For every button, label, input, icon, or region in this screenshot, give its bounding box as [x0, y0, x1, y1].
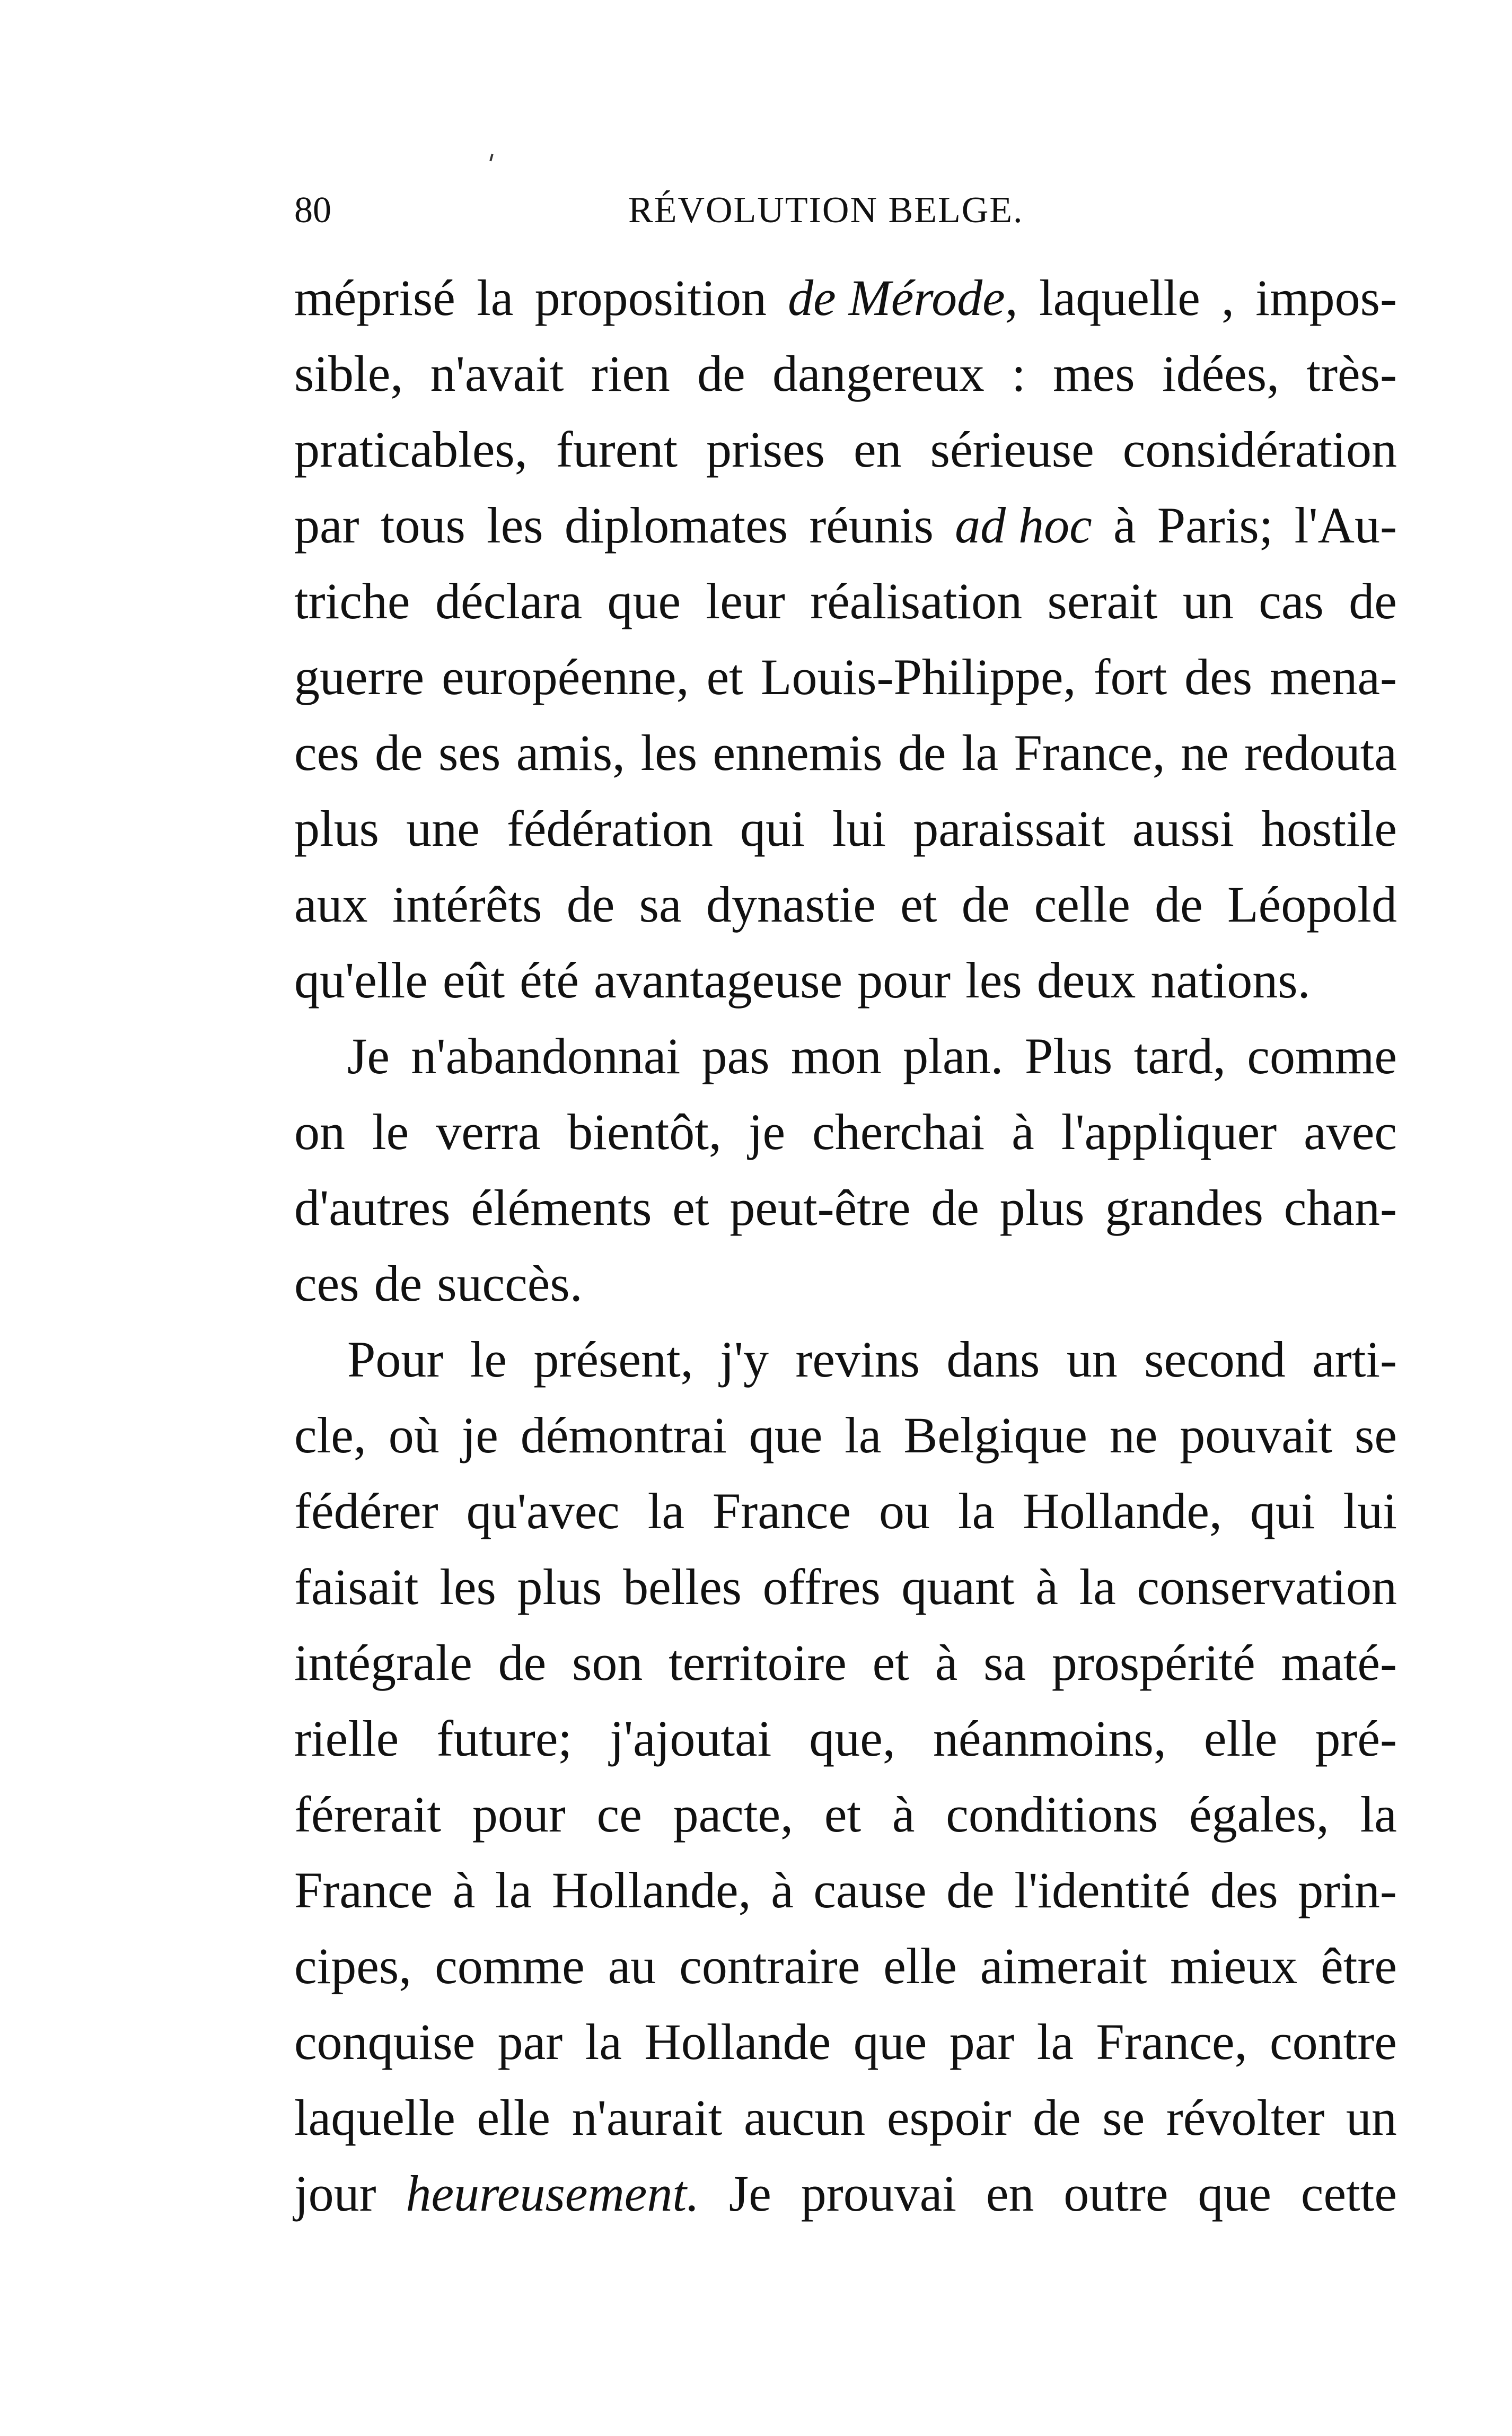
text-line: [294, 563, 1397, 639]
word: sérieuse: [930, 421, 1094, 478]
word: Hollande: [644, 2013, 831, 2070]
word: nations.: [1150, 952, 1311, 1009]
word: cipes,: [294, 1938, 412, 1994]
word: j'ajoutai: [610, 1710, 772, 1767]
word: chan-: [1284, 1179, 1397, 1236]
word: de: [566, 876, 615, 933]
word: qui: [740, 800, 805, 857]
word: Pour: [347, 1331, 444, 1388]
word: Paris;: [1157, 497, 1273, 554]
word: être: [1321, 1938, 1397, 1994]
word: et: [872, 1634, 909, 1691]
word: territoire: [669, 1634, 847, 1691]
word: redouta: [1244, 724, 1397, 781]
body-text: [294, 260, 1397, 2231]
word: au: [608, 1938, 656, 1994]
word: amis,: [516, 724, 626, 781]
word: ne: [1181, 724, 1229, 781]
word: la: [647, 1483, 684, 1539]
text-line: [294, 1397, 1397, 1473]
word: plus: [999, 1179, 1085, 1236]
word: de: [1033, 2089, 1081, 2146]
text-line: [294, 1701, 1397, 1776]
word: bientôt,: [567, 1103, 722, 1160]
word: sa: [983, 1634, 1026, 1691]
word: et: [672, 1179, 709, 1236]
word: Je: [347, 1028, 390, 1084]
word: se: [1355, 1407, 1397, 1464]
word: intégrale: [294, 1634, 472, 1691]
word: France,: [1014, 724, 1165, 781]
word: de: [931, 1179, 979, 1236]
word: révolter: [1166, 2089, 1325, 2146]
word: Hollande,: [1023, 1483, 1223, 1539]
word: rielle: [294, 1710, 399, 1767]
running-title: RÉVOLUTION BELGE.: [628, 190, 1024, 231]
text-line: [294, 1473, 1397, 1549]
word: hostile: [1261, 800, 1397, 857]
word: un: [1346, 2089, 1397, 2146]
word: de: [498, 1634, 547, 1691]
word: laquelle: [1039, 269, 1200, 326]
word: je: [748, 1103, 786, 1160]
word: triche: [294, 573, 410, 629]
word: éléments: [471, 1179, 652, 1236]
page-number: 80: [294, 190, 331, 231]
word: ses: [438, 724, 501, 781]
text-line: [294, 942, 1397, 1018]
word: je: [461, 1407, 498, 1464]
text-line: [294, 1928, 1397, 2004]
word: présent,: [533, 1331, 693, 1388]
word: que,: [809, 1710, 895, 1767]
word: Belgique: [903, 1407, 1087, 1464]
word: jour: [294, 2165, 376, 2222]
word: la: [477, 269, 514, 326]
word: que: [1198, 2165, 1271, 2222]
word: deux: [1036, 952, 1136, 1009]
word: proposition: [534, 269, 767, 326]
italic-word: de Mérode,: [788, 269, 1018, 326]
word: réunis: [809, 497, 934, 554]
word: et: [824, 1786, 862, 1843]
word: pour: [857, 952, 951, 1009]
word: offres: [762, 1558, 881, 1615]
word: pouvait: [1180, 1407, 1333, 1464]
word: à: [1113, 497, 1136, 554]
word: leur: [706, 573, 785, 629]
word: cas: [1259, 573, 1324, 629]
word: faisait: [294, 1558, 419, 1615]
word: des: [1184, 649, 1253, 705]
word: dangereux: [772, 345, 984, 402]
word: France,: [1096, 2013, 1247, 2070]
word: France: [712, 1483, 851, 1539]
word: Plus: [1024, 1028, 1113, 1084]
word: considération: [1122, 421, 1397, 478]
word: ou: [879, 1483, 930, 1539]
word: de: [1155, 876, 1203, 933]
word: un: [1182, 573, 1234, 629]
word: de: [697, 345, 745, 402]
word: pacte,: [673, 1786, 794, 1843]
word: tard,: [1133, 1028, 1226, 1084]
word: arti-: [1312, 1331, 1397, 1388]
text-line: [294, 715, 1397, 791]
word: en: [986, 2165, 1034, 2222]
word: laquelle: [294, 2089, 455, 2146]
word: fédérer: [294, 1483, 438, 1539]
word: de: [374, 724, 423, 781]
word: la: [961, 724, 999, 781]
word: elle: [1203, 1710, 1278, 1767]
word: lui: [832, 800, 886, 857]
word: mes: [1053, 345, 1135, 402]
word: plan.: [903, 1028, 1004, 1084]
word: Louis-Philippe,: [760, 649, 1076, 705]
word: verra: [436, 1103, 541, 1160]
word: ce: [596, 1786, 642, 1843]
ink-speck: [489, 154, 493, 162]
text-line: [294, 260, 1397, 336]
word: intérêts: [392, 876, 542, 933]
word: se: [1102, 2089, 1145, 2146]
word: maté-: [1281, 1634, 1397, 1691]
word: sible,: [294, 345, 403, 402]
word: paraissait: [913, 800, 1105, 857]
word: Léopold: [1227, 876, 1397, 933]
word: les: [965, 952, 1022, 1009]
word: européenne,: [442, 649, 689, 705]
text-line: [294, 2080, 1397, 2155]
word: le: [470, 1331, 507, 1388]
word: furent: [556, 421, 678, 478]
word: avantageuse: [594, 952, 843, 1009]
text-line: [294, 1246, 1397, 1321]
word: prospérité: [1051, 1634, 1255, 1691]
text-line: [294, 866, 1397, 942]
word: les: [487, 497, 543, 554]
word: dynastie: [706, 876, 876, 933]
word: comme: [1247, 1028, 1397, 1084]
word: à: [892, 1786, 915, 1843]
word: de: [898, 724, 946, 781]
word: par: [497, 2013, 563, 2070]
word: et: [900, 876, 937, 933]
word: d'autres: [294, 1179, 451, 1236]
word: pas: [701, 1028, 770, 1084]
word: de: [961, 876, 1010, 933]
word: espoir: [886, 2089, 1012, 2146]
word: et: [706, 649, 743, 705]
text-line: [294, 1625, 1397, 1701]
word: prin-: [1298, 1862, 1397, 1918]
word: n'aurait: [572, 2089, 723, 2146]
text-line: [294, 791, 1397, 866]
word: j'y: [720, 1331, 769, 1388]
word: où: [388, 1407, 439, 1464]
word: la: [845, 1407, 882, 1464]
word: la: [1079, 1558, 1116, 1615]
word: serait: [1047, 573, 1158, 629]
word: néanmoins,: [933, 1710, 1166, 1767]
word: aux: [294, 876, 368, 933]
word: la: [1360, 1786, 1397, 1843]
word: de: [374, 1255, 423, 1312]
word: déclara: [435, 573, 583, 629]
text-line: [294, 1018, 1397, 1094]
running-head: [294, 187, 1397, 234]
word: France: [294, 1862, 433, 1918]
text-line: [294, 1170, 1397, 1246]
text-line: [294, 1321, 1397, 1397]
word: cle,: [294, 1407, 366, 1464]
word: eût: [442, 952, 505, 1009]
word: pour: [472, 1786, 566, 1843]
word: aucun: [744, 2089, 866, 2146]
word: démontrai: [520, 1407, 727, 1464]
word: ne: [1109, 1407, 1158, 1464]
word: grandes: [1105, 1179, 1263, 1236]
word: la: [495, 1862, 532, 1918]
word: aimerait: [980, 1938, 1147, 1994]
word: qu'elle: [294, 952, 428, 1009]
word: férerait: [294, 1786, 442, 1843]
word: Je: [728, 2165, 771, 2222]
word: que: [749, 1407, 823, 1464]
word: prises: [706, 421, 825, 478]
text-line: [294, 411, 1397, 487]
word: l'appliquer: [1061, 1103, 1277, 1160]
word: mieux: [1170, 1938, 1298, 1994]
word: impos-: [1255, 269, 1397, 326]
word: la: [585, 2013, 622, 2070]
word: fort: [1093, 649, 1167, 705]
word: à: [935, 1634, 958, 1691]
word: la: [1036, 2013, 1074, 2070]
word: égales,: [1189, 1786, 1329, 1843]
word: le: [372, 1103, 409, 1160]
word: pré-: [1315, 1710, 1397, 1767]
word: en: [853, 421, 902, 478]
word: celle: [1034, 876, 1130, 933]
word: comme: [435, 1938, 585, 1994]
word: à: [1012, 1103, 1034, 1160]
word: conquise: [294, 2013, 476, 2070]
italic-word: heureusement.: [406, 2165, 700, 2222]
word: avec: [1304, 1103, 1397, 1160]
word: qu'avec: [466, 1483, 620, 1539]
word: elle: [477, 2089, 550, 2146]
word: belles: [623, 1558, 742, 1615]
word: de: [1349, 573, 1397, 629]
word: second: [1144, 1331, 1286, 1388]
text-line: [294, 2004, 1397, 2080]
word: cette: [1300, 2165, 1397, 2222]
word: les: [439, 1558, 496, 1615]
word: réalisation: [810, 573, 1023, 629]
text-line: [294, 1549, 1397, 1625]
word: ces: [294, 1255, 359, 1312]
text-line: [294, 1094, 1397, 1170]
word: idées,: [1162, 345, 1280, 402]
word: cause: [813, 1862, 927, 1918]
word: diplomates: [564, 497, 788, 554]
word: de: [946, 1862, 995, 1918]
word: été: [520, 952, 579, 1009]
text-line: [294, 639, 1397, 715]
word: mon: [791, 1028, 882, 1084]
word: plus: [517, 1558, 602, 1615]
word: une: [406, 800, 480, 857]
word: conditions: [946, 1786, 1158, 1843]
text-line: [294, 1776, 1397, 1852]
word: revins: [795, 1331, 920, 1388]
word: à: [452, 1862, 476, 1918]
word: cherchai: [812, 1103, 985, 1160]
word: outre: [1063, 2165, 1168, 2222]
word: guerre: [294, 649, 425, 705]
word: praticables,: [294, 421, 528, 478]
word: conservation: [1137, 1558, 1397, 1615]
word: quant: [901, 1558, 1015, 1615]
word: future;: [436, 1710, 573, 1767]
word: elle: [883, 1938, 957, 1994]
word: on: [294, 1103, 345, 1160]
word: fédération: [506, 800, 713, 857]
word: contraire: [679, 1938, 860, 1994]
text-line: [294, 336, 1397, 411]
word: :: [1012, 345, 1026, 402]
text-line: [294, 2155, 1397, 2231]
word: un: [1066, 1331, 1118, 1388]
word: par: [949, 2013, 1015, 2070]
text-line: [294, 1852, 1397, 1928]
word: ,: [1221, 269, 1235, 326]
word: la: [957, 1483, 995, 1539]
italic-word: ad hoc: [955, 497, 1092, 554]
word: des: [1210, 1862, 1278, 1918]
word: son: [572, 1634, 643, 1691]
word: prouvai: [801, 2165, 956, 2222]
text-line: [294, 487, 1397, 563]
word: par: [294, 497, 359, 554]
word: n'avait: [430, 345, 564, 402]
word: ennemis: [713, 724, 883, 781]
word: l'identité: [1014, 1862, 1191, 1918]
word: méprisé: [294, 269, 455, 326]
word: à: [771, 1862, 794, 1918]
word: sa: [639, 876, 682, 933]
word: lui: [1343, 1483, 1397, 1539]
word: que: [607, 573, 681, 629]
word: peut-être: [729, 1179, 911, 1236]
word: aussi: [1132, 800, 1234, 857]
word: qui: [1250, 1483, 1315, 1539]
word: l'Au-: [1294, 497, 1397, 554]
word: très-: [1306, 345, 1397, 402]
word: Hollande,: [551, 1862, 751, 1918]
word: que: [853, 2013, 927, 2070]
word: les: [640, 724, 698, 781]
word: n'abandonnai: [411, 1028, 681, 1084]
word: rien: [591, 345, 670, 402]
word: succès.: [437, 1255, 583, 1312]
word: mena-: [1270, 649, 1397, 705]
word: plus: [294, 800, 380, 857]
word: à: [1035, 1558, 1058, 1615]
word: tous: [380, 497, 465, 554]
word: ces: [294, 724, 359, 781]
word: contre: [1270, 2013, 1397, 2070]
word: dans: [946, 1331, 1040, 1388]
